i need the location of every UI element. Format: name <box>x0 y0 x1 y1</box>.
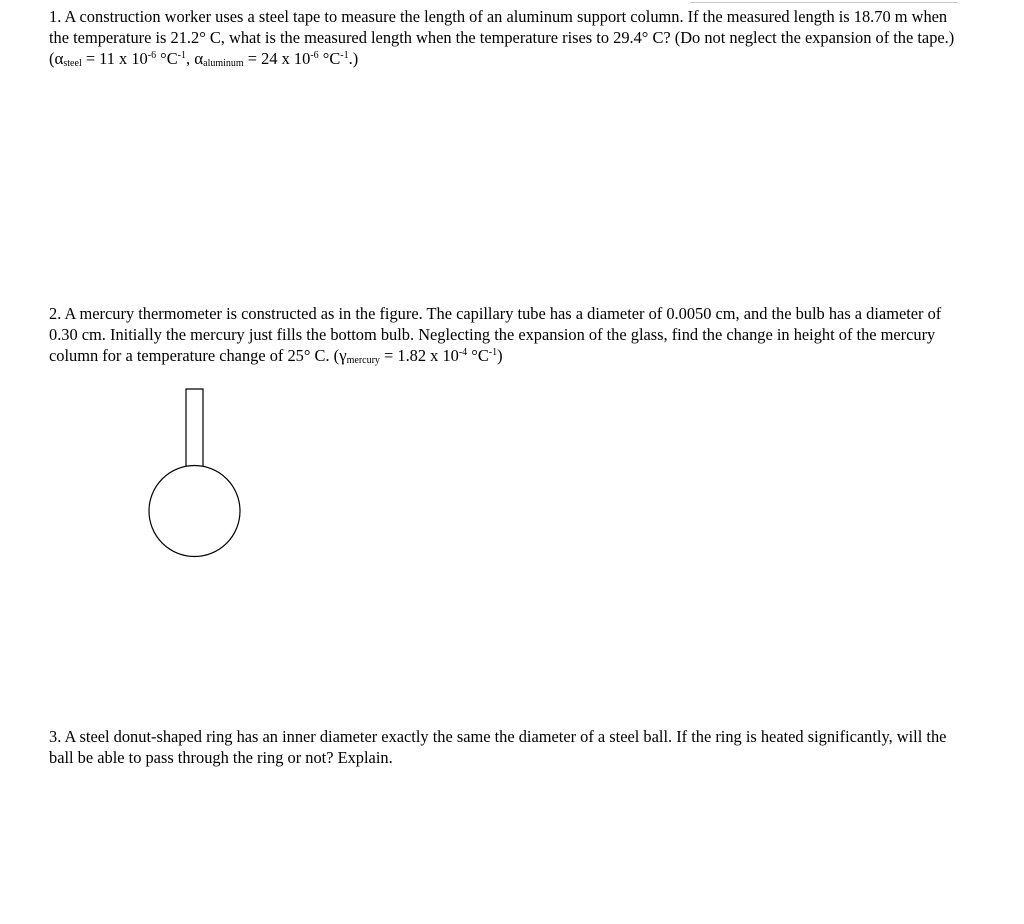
thermometer-diagram-icon <box>145 386 245 558</box>
problem-1-text: A construction worker uses a steel tape to measure the length of an aluminum support column. If the measured length is 18.70 m when the temperature is 21.2° C, what is the measured length when the temperature rises to 29.4° C? (Do not neglect the expansion of the tape.) ( <box>49 7 955 68</box>
problem-2 <box>49 303 969 366</box>
alpha-aluminum-unit: °C <box>318 49 341 68</box>
gamma-mercury-unit-exponent: -1 <box>488 347 498 358</box>
problem-1-number: 1. <box>49 7 62 26</box>
gamma-mercury-symbol: γ <box>339 346 347 365</box>
alpha-aluminum-value: = 24 x 10 <box>243 49 311 68</box>
alpha-aluminum-subscript: aluminum <box>203 58 244 69</box>
thermometer-bulb <box>149 466 240 557</box>
alpha-steel-symbol: α <box>54 49 64 68</box>
problem-2-number: 2. <box>49 304 62 323</box>
alpha-steel-exponent: -6 <box>147 50 157 61</box>
alpha-steel-value: = 11 x 10 <box>81 49 148 68</box>
gamma-mercury-value: = 1.82 x 10 <box>379 346 459 365</box>
gamma-mercury-subscript: mercury <box>346 355 380 366</box>
problem-3 <box>49 726 969 768</box>
top-rule <box>690 2 958 3</box>
alpha-aluminum-symbol: α <box>194 49 204 68</box>
problem-2-end: ) <box>497 346 503 365</box>
problem-1-end: .) <box>348 49 359 68</box>
alpha-aluminum-unit-exponent: -1 <box>340 50 349 61</box>
problem-1 <box>49 6 969 69</box>
gamma-mercury-unit: °C <box>467 346 489 365</box>
alpha-steel-unit-exponent: -1 <box>177 50 187 61</box>
gamma-mercury-exponent: -4 <box>458 347 468 358</box>
problem-3-text: A steel donut-shaped ring has an inner diameter exactly the same the diameter of a steel ball. If the ring is heated significantly, will the ball be able to pass through the ring or not? Explain. <box>49 727 947 767</box>
alpha-aluminum-exponent: -6 <box>310 50 319 61</box>
coefficient-separator: , <box>186 49 195 68</box>
problem-2-text: A mercury thermometer is constructed as in the figure. The capillary tube has a diameter of 0.0050 cm, and the bulb has a diameter of 0.30 cm. Initially the mercury just fills the bottom bulb. Neglecting the expansion of the glass, find the change in height of the mercury column for a temperature change of 25° C. ( <box>49 304 942 365</box>
problem-3-number: 3. <box>49 727 62 746</box>
alpha-steel-subscript: steel <box>63 58 82 69</box>
alpha-steel-unit: °C <box>156 49 178 68</box>
